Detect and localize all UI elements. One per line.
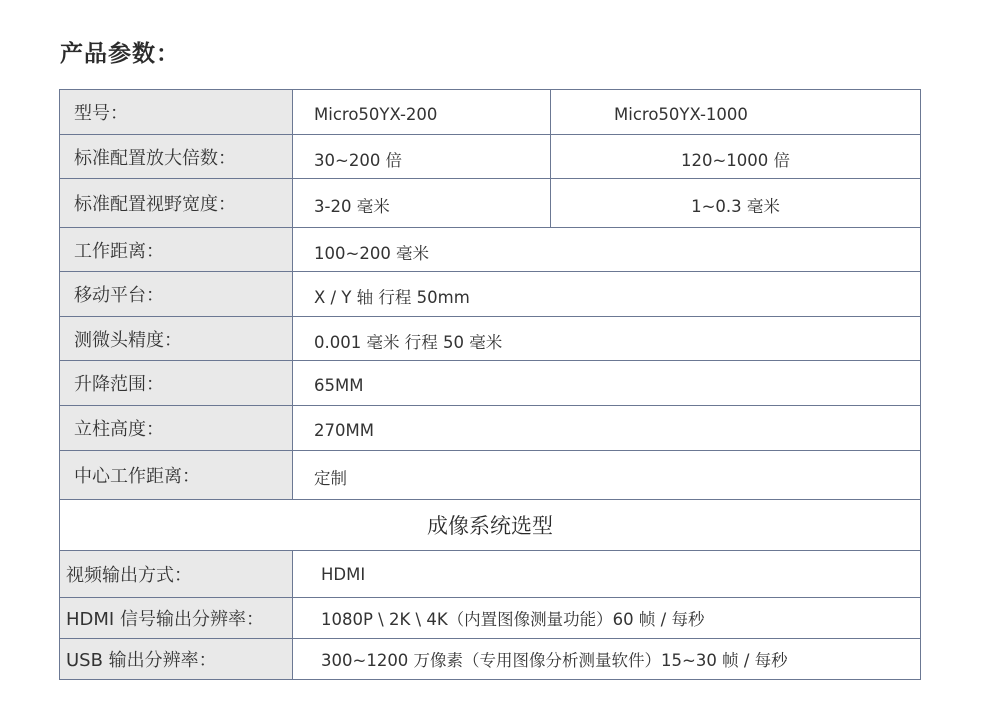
row-label-usb-resolution: USB 输出分辨率： <box>60 639 293 680</box>
magnification-value-200: 30~200 倍 <box>293 135 551 179</box>
row-label-center-distance: 中心工作距离： <box>60 451 293 500</box>
field-of-view-value-1000: 1~0.3 毫米 <box>551 179 921 228</box>
row-label-lift-range: 升降范围： <box>60 361 293 406</box>
hdmi-resolution-value: 1080P \ 2K \ 4K（内置图像测量功能）60 帧 / 每秒 <box>293 598 921 639</box>
table-row <box>60 317 921 361</box>
stage-value: X / Y 轴 行程 50mm <box>293 272 921 317</box>
table-row <box>60 179 921 228</box>
table-row <box>60 551 921 598</box>
row-label-column-height: 立柱高度： <box>60 406 293 451</box>
row-label-hdmi-resolution: HDMI 信号输出分辨率： <box>60 598 293 639</box>
table-row <box>60 451 921 500</box>
row-label-video-output: 视频输出方式： <box>60 551 293 598</box>
table-row <box>60 90 921 135</box>
table-row <box>60 272 921 317</box>
working-distance-value: 100~200 毫米 <box>293 228 921 272</box>
table-row <box>60 361 921 406</box>
usb-resolution-value: 300~1200 万像素（专用图像分析测量软件）15~30 帧 / 每秒 <box>293 639 921 680</box>
table-row <box>60 228 921 272</box>
magnification-value-1000: 120~1000 倍 <box>551 135 921 179</box>
table-row <box>60 598 921 639</box>
center-distance-value: 定制 <box>293 451 921 500</box>
row-label-working-distance: 工作距离： <box>60 228 293 272</box>
column-height-value: 270MM <box>293 406 921 451</box>
table-row <box>60 406 921 451</box>
row-label-field-of-view: 标准配置视野宽度： <box>60 179 293 228</box>
model-value-200: Micro50YX-200 <box>293 90 551 135</box>
table-row <box>60 135 921 179</box>
table-row <box>60 639 921 680</box>
section-title: 成像系统选型 <box>60 500 921 551</box>
row-label-magnification: 标准配置放大倍数： <box>60 135 293 179</box>
field-of-view-value-200: 3-20 毫米 <box>293 179 551 228</box>
page-title: 产品参数： <box>60 41 180 67</box>
row-label-stage: 移动平台： <box>60 272 293 317</box>
model-value-1000: Micro50YX-1000 <box>551 90 921 135</box>
section-row <box>60 500 921 551</box>
micrometer-value: 0.001 毫米 行程 50 毫米 <box>293 317 921 361</box>
lift-range-value: 65MM <box>293 361 921 406</box>
video-output-value: HDMI <box>293 551 921 598</box>
spec-table <box>59 89 921 680</box>
row-label-model: 型号： <box>60 90 293 135</box>
row-label-micrometer: 测微头精度： <box>60 317 293 361</box>
